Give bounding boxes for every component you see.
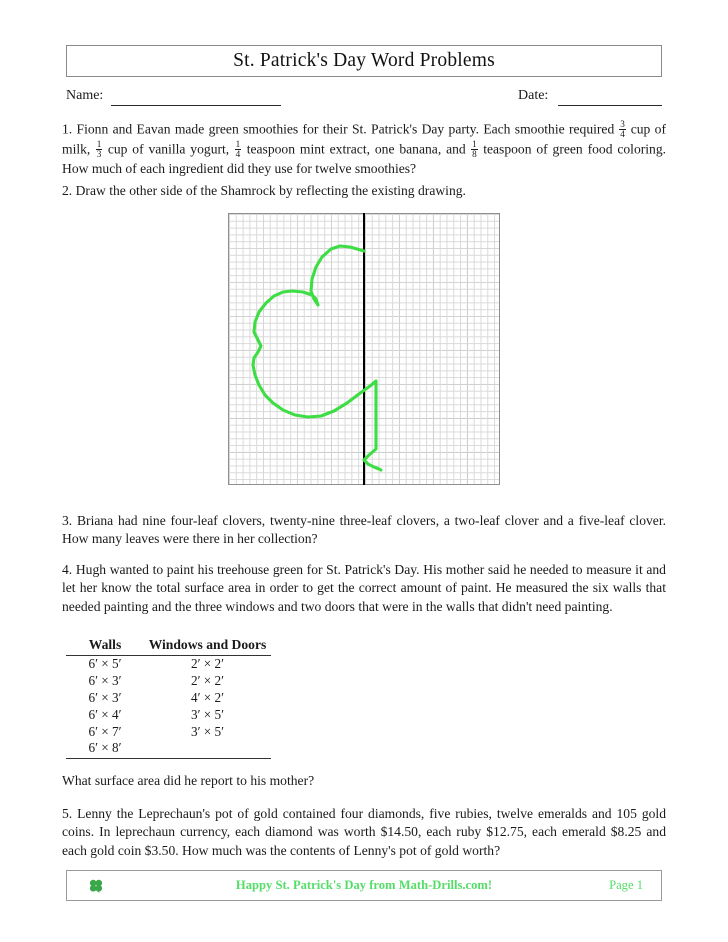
problem-5 (62, 805, 666, 860)
reflection-grid-figure[interactable] (228, 213, 500, 485)
cell-opening-dimension: 2′ × 2′ (191, 656, 224, 672)
fraction-numerator: 1 (96, 138, 102, 149)
date-label: Date: (518, 88, 549, 103)
cell-wall-dimension: 6′ × 8′ (66, 740, 144, 759)
name-label: Name: (66, 88, 104, 103)
fraction-one-fourth (235, 140, 242, 160)
cell-opening-dimension (144, 740, 271, 759)
problem-2 (62, 182, 666, 200)
problem-3-text: Briana had nine four-leaf clovers, twenty-nine three-leaf clovers, a two-leaf clover and a five-leaf clover. How many leaves were there in her collection? (62, 513, 666, 547)
table-row (66, 740, 271, 759)
footer-message: Happy St. Patrick's Day from Math-Drills.com! (235, 878, 493, 892)
cell-opening-dimension: 2′ × 2′ (191, 673, 224, 689)
fraction-three-fourths (619, 120, 626, 140)
fraction-numerator: 1 (235, 138, 241, 149)
column-header-walls: Walls (88, 637, 122, 652)
name-input-line[interactable] (111, 105, 281, 106)
footer-bar (66, 870, 662, 901)
table-header (66, 637, 271, 656)
fraction-denominator: 3 (96, 149, 102, 160)
problem-5-text: Lenny the Leprechaun's pot of gold contained four diamonds, five rubies, twelve emeralds and 105 gold coins. In leprechaun currency, each diamond was worth $14.50, each ruby $12.75, each emerald $8.25 and each gold coin $3.50. How much was the contents of Lenny's pot of gold worth? (62, 806, 666, 858)
page-title: St. Patrick's Day Word Problems (233, 50, 495, 71)
column-header-windows-doors: Windows and Doors (148, 637, 267, 652)
cell-wall-dimension: 6′ × 4′ (88, 706, 122, 722)
problem-1 (62, 120, 666, 178)
table-header-row (66, 637, 271, 656)
problem-3-number: 3. (62, 513, 73, 528)
shamrock-outline-path (253, 246, 381, 470)
cell-wall-dimension: 6′ × 5′ (88, 656, 122, 672)
table-row (66, 706, 271, 723)
problem-4 (62, 561, 666, 616)
fraction-one-third (96, 140, 103, 160)
fraction-denominator: 8 (472, 149, 477, 160)
problem-1-text-b: cup of milk, (62, 121, 666, 157)
cell-opening-dimension: 3′ × 5′ (191, 723, 224, 739)
fraction-one-eighth (471, 140, 478, 160)
fraction-numerator: 1 (472, 138, 477, 149)
cell-opening-dimension: 4′ × 2′ (191, 689, 224, 705)
problem-1-text-a: Fionn and Eavan made green smoothies for their St. Patrick's Day party. Each smoothie required (76, 121, 615, 137)
fraction-denominator: 4 (235, 149, 241, 160)
date-input-line[interactable] (558, 105, 662, 106)
fraction-numerator: 3 (620, 119, 625, 129)
problem-2-text: Draw the other side of the Shamrock by reflecting the existing drawing. (75, 183, 466, 198)
cell-wall-dimension: 6′ × 3′ (88, 689, 122, 705)
table-row (66, 723, 271, 740)
table-body (66, 656, 271, 759)
cell-wall-dimension: 6′ × 7′ (88, 723, 122, 739)
table-row (66, 656, 271, 673)
problem-1-text-e: teaspoon of green food coloring. How much of each ingredient did they use for twelve smoothies? (62, 141, 667, 176)
cell-wall-dimension: 6′ × 3′ (88, 673, 122, 689)
problem-1-text-c: cup of vanilla yogurt, (107, 141, 230, 157)
problem-5-number: 5. (62, 806, 73, 821)
name-date-row (66, 88, 662, 110)
problem-1-text-d: teaspoon mint extract, one banana, and (246, 141, 466, 157)
title-box (66, 45, 662, 77)
problem-3 (62, 512, 666, 549)
table-row (66, 690, 271, 707)
problem-1-number: 1. (62, 121, 73, 137)
fraction-denominator: 4 (620, 129, 625, 140)
shamrock-half-drawing (228, 213, 500, 485)
footer-page-number: Page 1 (609, 878, 643, 892)
problem-4-text: Hugh wanted to paint his treehouse green for St. Patrick's Day. His mother said he needed to measure it and let her know the total surface area in order to get the correct amount of paint. He measured the six walls that needed painting and the three windows and two doors that were in the walls that didn't need painting. (62, 562, 666, 614)
table-row (66, 673, 271, 690)
problem-2-number: 2. (62, 183, 73, 198)
problem-4-question: What surface area did he report to his mother? (62, 773, 315, 788)
problem-4-number: 4. (62, 562, 73, 577)
cell-opening-dimension: 3′ × 5′ (191, 706, 224, 722)
measurements-table (66, 637, 271, 759)
